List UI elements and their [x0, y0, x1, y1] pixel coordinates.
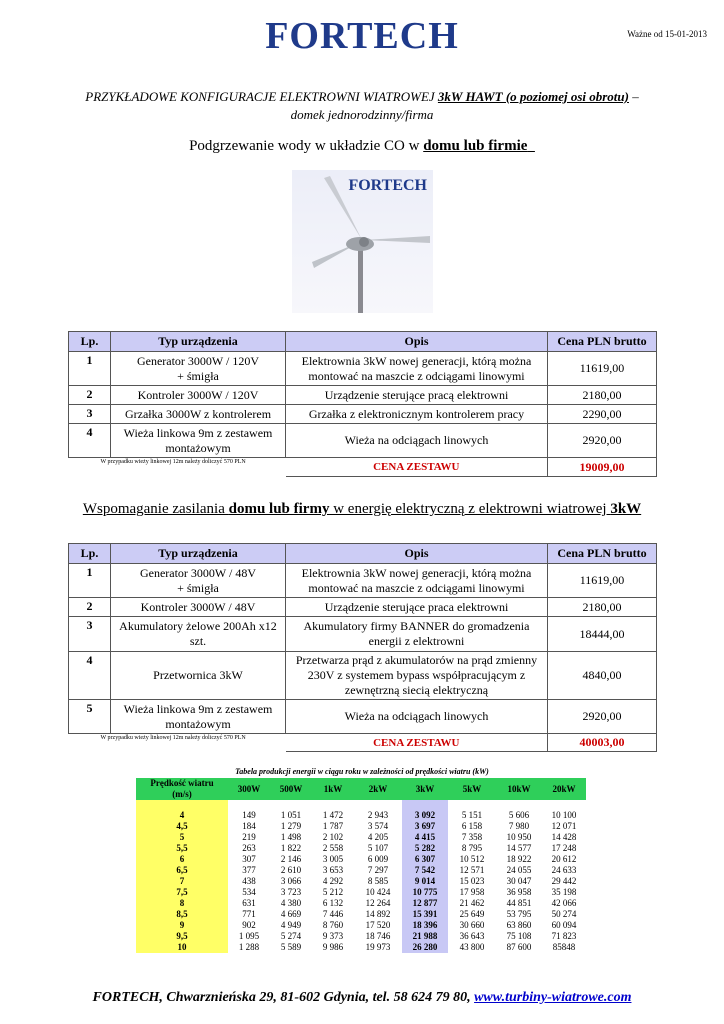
total-label: CENA ZESTAWU — [286, 734, 548, 752]
document-subtitle — [0, 88, 724, 124]
section1-bold: domu lub firmie — [423, 138, 528, 154]
website-link[interactable]: www.turbiny-wiatrowe.com — [474, 990, 632, 1005]
production-row: 10 1 288 5 589 9 986 19 973 26 280 43 800 87 600 85848 — [136, 942, 586, 953]
section2-bold: domu lub firmy — [228, 501, 330, 517]
col-opis: Opis — [286, 544, 548, 564]
production-row: 6,5 377 2 610 3 653 7 297 7 542 12 571 24 055 24 633 — [136, 865, 586, 876]
col-cena: Cena PLN brutto — [548, 332, 657, 352]
config-table-power — [68, 543, 657, 752]
section1-pre: Podgrzewanie wody w układzie CO w — [189, 138, 424, 154]
wind-turbine-image — [292, 170, 433, 313]
section2-bold2: 3kW — [610, 501, 642, 517]
subtitle-part1: PRZYKŁADOWE KONFIGURACJE ELEKTROWNI WIATROWEJ — [85, 89, 438, 104]
table-row: 2 Kontroler 3000W / 120V Urządzenie sterujące pracą elektrowni 2180,00 — [69, 386, 657, 405]
total-label: CENA ZESTAWU — [286, 458, 548, 477]
production-row: 5,5 263 1 822 2 558 5 107 5 282 8 795 14 577 17 248 — [136, 843, 586, 854]
company-logo: FORTECH — [265, 15, 459, 57]
production-table — [136, 778, 586, 953]
col-cena: Cena PLN brutto — [548, 544, 657, 564]
total-row — [69, 458, 657, 477]
production-row: 8 631 4 380 6 132 12 264 12 877 21 462 44 851 42 066 — [136, 898, 586, 909]
tower-note: W przypadku wieży linkowej 12m należy doliczyć 570 PLN — [100, 459, 246, 465]
table-row: 3 Grzałka 3000W z kontrolerem Grzałka z elektronicznym kontrolerem pracy 2290,00 — [69, 405, 657, 424]
section2-title — [0, 501, 724, 518]
table-row: 4 Wieża linkowa 9m z zestawem montażowym Wieża na odciągach linowych 2920,00 — [69, 424, 657, 458]
table-row: 1 Generator 3000W / 120V + śmigła Elektrownia 3kW nowej generacji, którą można montować na maszcie z odciągami linowymi 11619,00 — [69, 352, 657, 386]
production-row: 7 438 3 066 4 292 8 585 9 014 15 023 30 047 29 442 — [136, 876, 586, 887]
col-opis: Opis — [286, 332, 548, 352]
config-table-heating — [68, 331, 657, 477]
production-header: Prędkość wiatru (m/s) 300W 500W 1kW 2kW 3kW 5kW 10kW 20kW — [136, 778, 586, 800]
table-row: 2 Kontroler 3000W / 48V Urządzenie sterujące praca elektrowni 2180,00 — [69, 598, 657, 617]
table-row: 3 Akumulatory żelowe 200Ah x12 szt. Akumulatory firmy BANNER do gromadzenia energii z elektrowni 18444,00 — [69, 617, 657, 652]
valid-date: Ważne od 15-01-2013 — [627, 29, 707, 39]
section2-pre: Wspomaganie zasilania — [82, 501, 229, 517]
footer-text: FORTECH, Chwarznieńska 29, 81-602 Gdynia, tel. 58 624 79 80, — [92, 990, 475, 1005]
table-row: 4 Przetwornica 3kW Przetwarza prąd z akumulatorów na prąd zmienny 230V z systemem bypass współpracującym z zewnętrzną siecią elektryczną 4840,00 — [69, 652, 657, 700]
production-row: 7,5 534 3 723 5 212 10 424 10 775 17 958 36 958 35 198 — [136, 887, 586, 898]
section2-mid: w energię elektryczną z elektrowni wiatrowej — [329, 501, 611, 517]
tower-note: W przypadku wieży linkowej 12m należy doliczyć 570 PLN — [100, 735, 246, 741]
production-row: 9 902 4 949 8 760 17 520 18 396 30 660 63 860 60 094 — [136, 920, 586, 931]
footer-address — [0, 990, 724, 1006]
col-lp: Lp. — [69, 332, 111, 352]
subtitle-line2: domek jednorodzinny/firma — [290, 107, 434, 122]
total-value: 40003,00 — [548, 734, 657, 752]
subtitle-bold: 3kW HAWT (o poziomej osi obrotu) — [437, 89, 629, 104]
production-row: 6 307 2 146 3 005 6 009 6 307 10 512 18 922 20 612 — [136, 854, 586, 865]
photo-logo: FORTECH — [348, 177, 427, 194]
total-row — [69, 734, 657, 752]
production-row: 8,5 771 4 669 7 446 14 892 15 391 25 649 53 795 50 274 — [136, 909, 586, 920]
production-row: 9,5 1 095 5 274 9 373 18 746 21 988 36 643 75 108 71 823 — [136, 931, 586, 942]
col-typ: Typ urządzenia — [111, 544, 286, 564]
col-lp: Lp. — [69, 544, 111, 564]
production-row: 5 219 1 498 2 102 4 205 4 415 7 358 10 950 14 428 — [136, 832, 586, 843]
total-value: 19009,00 — [548, 458, 657, 477]
table-row: 5 Wieża linkowa 9m z zestawem montażowym Wieża na odciągach linowych 2920,00 — [69, 700, 657, 734]
col-typ: Typ urządzenia — [111, 332, 286, 352]
section1-title — [0, 138, 724, 155]
production-table-title: Tabela produkcji energii w ciągu roku w zależności od prędkości wiatru (kW) — [235, 767, 489, 776]
subtitle-part2: – — [628, 89, 639, 104]
production-row: 4 149 1 051 1 472 2 943 3 092 5 151 5 606 10 100 — [136, 810, 586, 821]
production-row: 4,5 184 1 279 1 787 3 574 3 697 6 158 7 980 12 071 — [136, 821, 586, 832]
table-row: 1 Generator 3000W / 48V + śmigła Elektrownia 3kW nowej generacji, którą można montować na maszcie z odciągami linowymi 11619,00 — [69, 564, 657, 598]
